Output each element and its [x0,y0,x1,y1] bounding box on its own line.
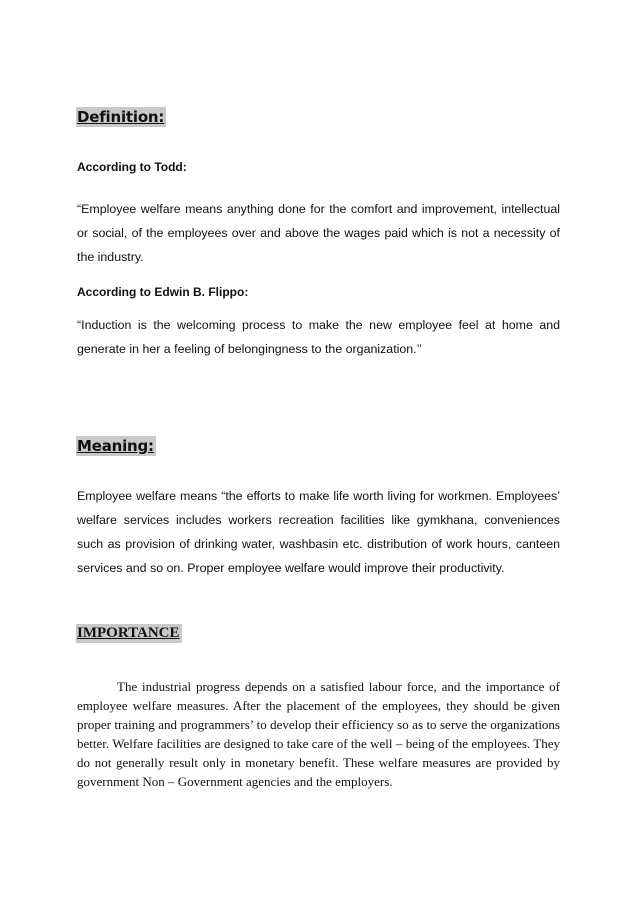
importance-paragraph: The industrial progress depends on a satisfied labour force, and the importance of employee welfare measures. After the placement of the employees, they should be given proper training and programmers’ to develop their efficiency so as to serve the organizations better. Welfare facilities are designed to take care of the well – being of the employees. They do not generally result only in monetary benefit. These welfare measures are provided by government Non – Government agencies and the employers. [77,679,560,789]
todd-label: According to Todd: [77,160,187,174]
definition-heading: Definition: [77,108,165,126]
todd-quote: “Employee welfare means anything done for the comfort and improvement, intellectual or social, of the employees over and above the wages paid which is not a necessity of the industry. [77,202,560,264]
meaning-paragraph: Employee welfare means “the efforts to make life worth living for workmen. Employees’ welfare services includes workers recreation facilities like gymkhana, conveniences such as provision of drinking water, washbasin etc. distribution of work hours, canteen services and so on. Proper employee welfare would improve their productivity. [77,489,560,575]
importance-heading: IMPORTANCE [77,625,180,641]
flippo-quote: “Induction is the welcoming process to make the new employee feel at home and generate in her a feeling of belongingness to the organization.’’ [77,318,560,356]
flippo-label: According to Edwin B. Flippo: [77,285,249,299]
meaning-heading: Meaning: [77,437,154,455]
